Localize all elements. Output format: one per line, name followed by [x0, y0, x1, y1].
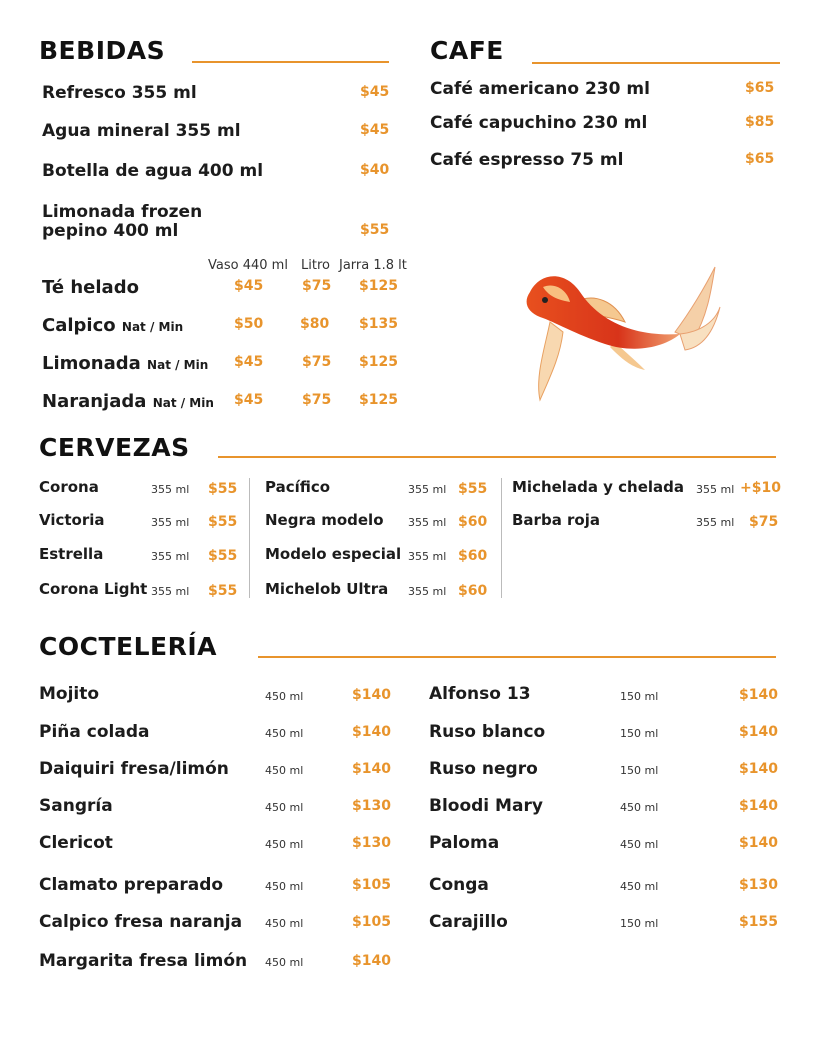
size-header: Vaso 440 ml — [208, 258, 288, 273]
beer-name: Negra modelo — [265, 511, 384, 529]
beer-price: $55 — [208, 514, 238, 530]
cocktail-size: 450 ml — [265, 801, 304, 814]
sized-item-price: $80 — [300, 316, 330, 332]
bebidas-item-name: Botella de agua 400 ml — [42, 161, 264, 181]
beer-size: 355 ml — [408, 585, 447, 598]
cocktail-price: $155 — [739, 914, 778, 930]
sized-item-price: $125 — [359, 392, 398, 408]
beer-name: Victoria — [39, 511, 105, 529]
cocktail-size: 450 ml — [265, 956, 304, 969]
cocktail-name: Piña colada — [39, 722, 150, 742]
beer-size: 355 ml — [408, 516, 447, 529]
cocktail-price: $140 — [739, 761, 778, 777]
cocktail-price: $105 — [352, 914, 391, 930]
column-divider — [249, 478, 250, 598]
sized-item-price: $50 — [234, 316, 264, 332]
cocktail-name: Alfonso 13 — [429, 684, 531, 704]
cervezas-title-rule — [218, 456, 776, 458]
beer-price: $55 — [458, 481, 488, 497]
cocktail-name: Daiquiri fresa/limón — [39, 759, 229, 779]
cocteleria-title-rule — [258, 656, 776, 658]
beer-size: 355 ml — [151, 516, 190, 529]
cafe-item-price: $85 — [745, 114, 775, 130]
beer-name: Barba roja — [512, 511, 601, 529]
cocktail-size: 450 ml — [265, 880, 304, 893]
sized-item-price: $75 — [302, 278, 332, 294]
beer-name: Estrella — [39, 545, 104, 563]
cocktail-size: 450 ml — [620, 838, 659, 851]
sized-item-note: Nat / Min — [121, 320, 184, 334]
cocktail-price: $140 — [739, 798, 778, 814]
bebidas-title-rule — [192, 61, 389, 63]
cocktail-size: 450 ml — [265, 764, 304, 777]
cocteleria-title: COCTELERÍA — [39, 632, 217, 661]
cocktail-size: 450 ml — [265, 838, 304, 851]
sized-item-name: Té helado — [42, 277, 139, 298]
column-divider — [501, 478, 502, 598]
sized-item-price: $45 — [234, 278, 264, 294]
cocktail-price: $140 — [739, 835, 778, 851]
cafe-item-name: Café espresso 75 ml — [430, 150, 624, 170]
cocktail-price: $105 — [352, 877, 391, 893]
cafe-title-rule — [532, 62, 780, 64]
cocktail-name: Ruso negro — [429, 759, 538, 779]
bebidas-item-price: $55 — [360, 222, 390, 238]
beer-size: 355 ml — [151, 585, 190, 598]
sized-item-price: $45 — [234, 354, 264, 370]
cocktail-price: $130 — [352, 835, 391, 851]
cocktail-size: 450 ml — [265, 917, 304, 930]
sized-item-price: $135 — [359, 316, 398, 332]
cocktail-name: Clamato preparado — [39, 875, 224, 895]
cocktail-name: Calpico fresa naranja — [39, 912, 243, 932]
cocktail-size: 150 ml — [620, 727, 659, 740]
sized-item-price: $125 — [359, 278, 398, 294]
beer-price: $60 — [458, 583, 488, 599]
beer-price: $60 — [458, 514, 488, 530]
beer-name: Corona — [39, 478, 99, 496]
bebidas-item-name: pepino 400 ml — [42, 221, 179, 241]
sized-item-name: Naranjada Nat / Min — [42, 391, 214, 412]
sized-item-name: Limonada Nat / Min — [42, 353, 209, 374]
cocktail-name: Margarita fresa limón — [39, 951, 248, 971]
cocktail-name: Clericot — [39, 833, 113, 853]
cocktail-price: $130 — [352, 798, 391, 814]
cocktail-name: Paloma — [429, 833, 500, 853]
beer-name: Pacífico — [265, 478, 331, 496]
beer-price: $55 — [208, 548, 238, 564]
bebidas-item-name: Limonada frozen — [42, 202, 203, 222]
bebidas-item-price: $40 — [360, 162, 390, 178]
cocktail-name: Conga — [429, 875, 489, 895]
cocktail-price: $140 — [352, 761, 391, 777]
beer-price: $55 — [208, 583, 238, 599]
cocktail-price: $140 — [739, 687, 778, 703]
cocktail-size: 450 ml — [620, 880, 659, 893]
beer-price: +$10 — [740, 480, 781, 496]
cocktail-size: 150 ml — [620, 690, 659, 703]
beer-name: Michelada y chelada — [512, 478, 685, 496]
cocktail-size: 150 ml — [620, 917, 659, 930]
cafe-item-name: Café americano 230 ml — [430, 79, 650, 99]
sized-item-note: Nat / Min — [152, 396, 214, 410]
bebidas-item-price: $45 — [360, 122, 390, 138]
cafe-item-name: Café capuchino 230 ml — [430, 113, 648, 133]
sized-item-price: $45 — [234, 392, 264, 408]
cocktail-size: 150 ml — [620, 764, 659, 777]
beer-size: 355 ml — [151, 550, 190, 563]
beer-size: 355 ml — [151, 483, 190, 496]
beer-name: Modelo especial — [265, 545, 402, 563]
bebidas-item-name: Agua mineral 355 ml — [42, 121, 241, 141]
beer-size: 355 ml — [696, 483, 735, 496]
beer-price: $60 — [458, 548, 488, 564]
bebidas-item-name: Refresco 355 ml — [42, 83, 197, 103]
sized-item-price: $75 — [302, 392, 332, 408]
cocktail-name: Mojito — [39, 684, 100, 704]
beer-name: Michelob Ultra — [265, 580, 389, 598]
cocktail-name: Bloodi Mary — [429, 796, 543, 816]
cocktail-name: Carajillo — [429, 912, 508, 932]
beer-price: $55 — [208, 481, 238, 497]
cervezas-title: CERVEZAS — [39, 433, 190, 462]
cocktail-name: Sangría — [39, 796, 113, 816]
size-header: Litro — [301, 258, 330, 273]
bebidas-item-price: $45 — [360, 84, 390, 100]
cocktail-price: $140 — [352, 687, 391, 703]
cocktail-name: Ruso blanco — [429, 722, 546, 742]
koi-fish-illustration — [515, 262, 725, 404]
cocktail-price: $140 — [739, 724, 778, 740]
cocktail-price: $140 — [352, 724, 391, 740]
sized-item-name: Calpico Nat / Min — [42, 315, 184, 336]
cafe-item-price: $65 — [745, 80, 775, 96]
beer-size: 355 ml — [696, 516, 735, 529]
beer-size: 355 ml — [408, 483, 447, 496]
beer-size: 355 ml — [408, 550, 447, 563]
cocktail-size: 450 ml — [265, 690, 304, 703]
cafe-title: CAFE — [430, 36, 504, 65]
sized-item-price: $75 — [302, 354, 332, 370]
bebidas-title: BEBIDAS — [39, 36, 166, 65]
beer-name: Corona Light — [39, 580, 148, 598]
beer-price: $75 — [749, 514, 779, 530]
cafe-item-price: $65 — [745, 151, 775, 167]
cocktail-price: $140 — [352, 953, 391, 969]
cocktail-size: 450 ml — [620, 801, 659, 814]
size-header: Jarra 1.8 lt — [339, 258, 407, 273]
cocktail-price: $130 — [739, 877, 778, 893]
sized-item-note: Nat / Min — [147, 358, 209, 372]
sized-item-price: $125 — [359, 354, 398, 370]
cocktail-size: 450 ml — [265, 727, 304, 740]
